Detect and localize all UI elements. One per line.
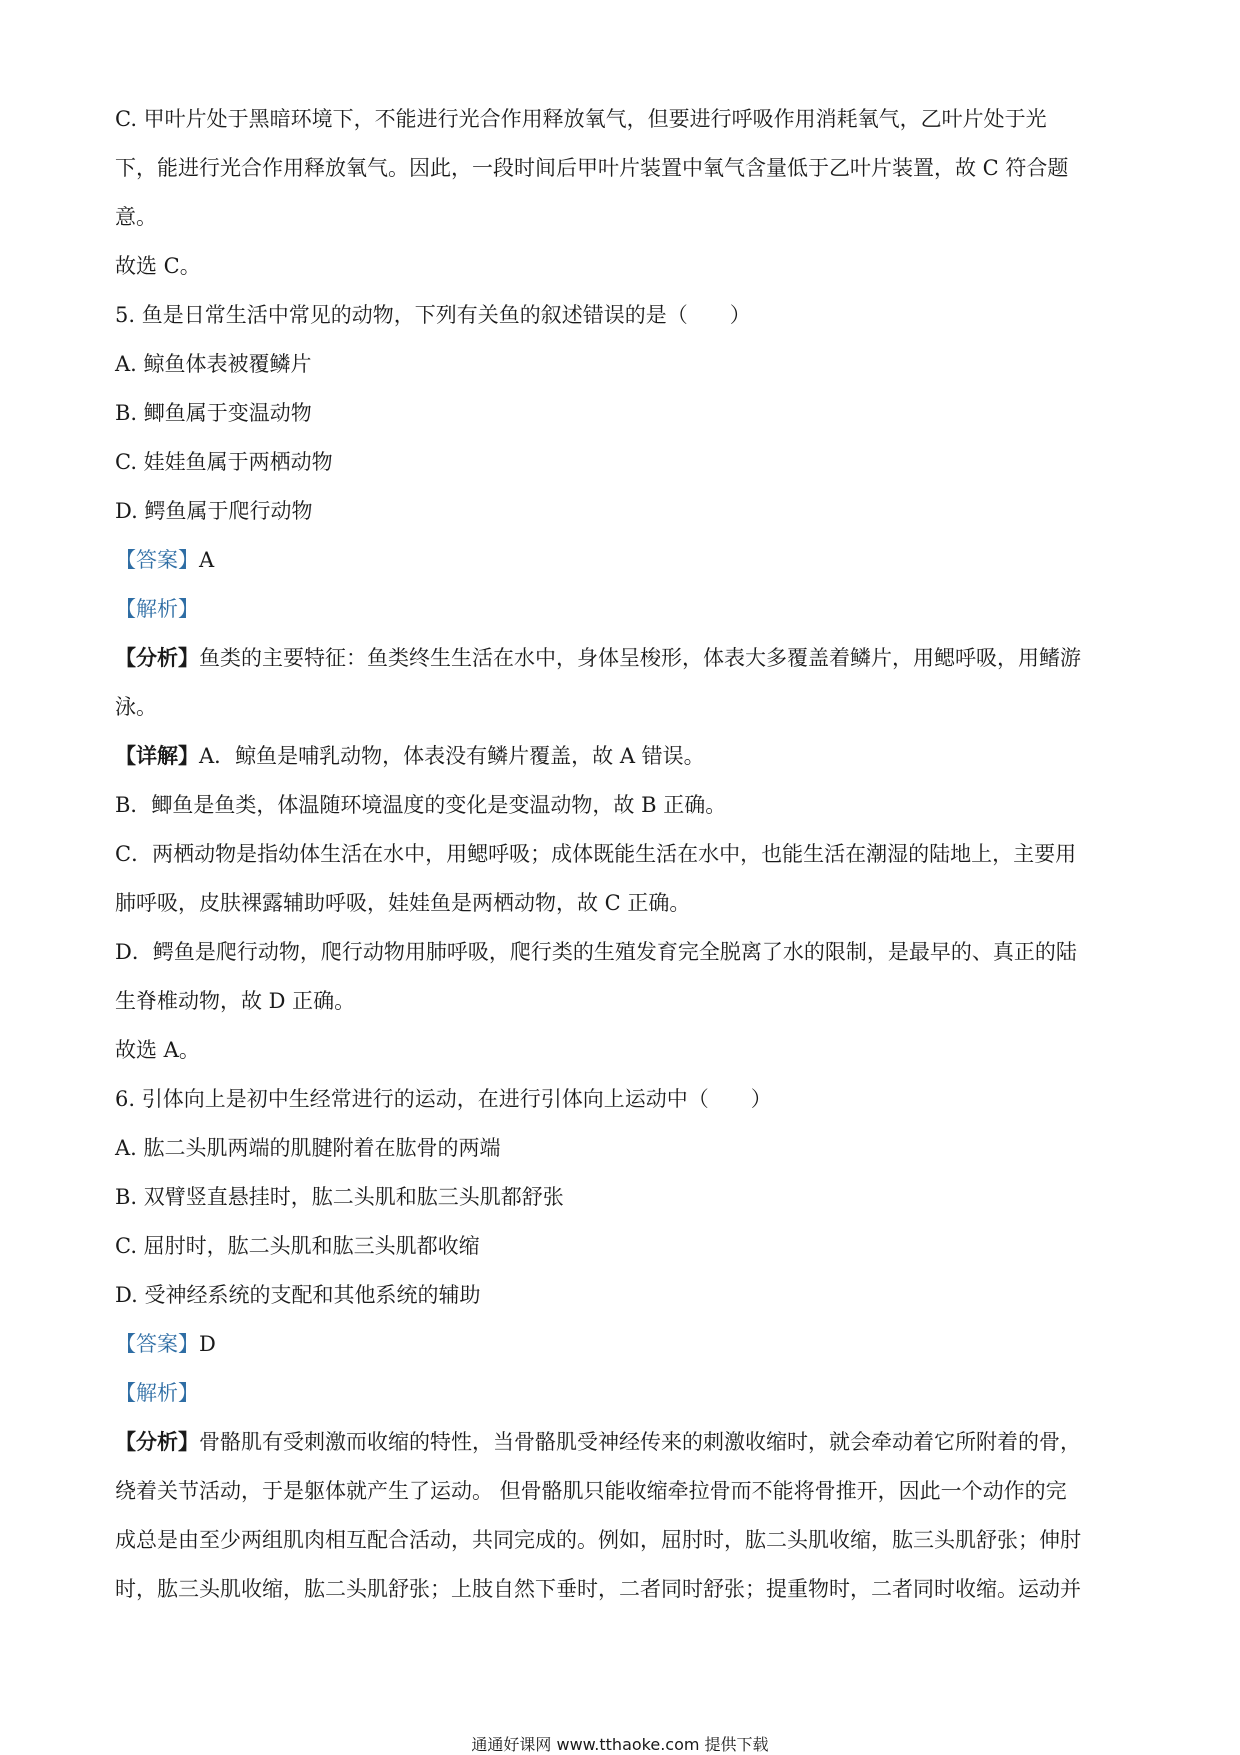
page-footer: 通通好课网 www.tthaoke.com 提供下载 bbox=[471, 1735, 769, 1754]
q5-option-d: D. 鳄鱼属于爬行动物 bbox=[115, 499, 313, 523]
q6-fenxi-line-2: 绕着关节活动，于是躯体就产生了运动。 但骨骼肌只能收缩牵拉骨而不能将骨推开，因此一个动作的完 bbox=[115, 1479, 1067, 1503]
q5-detail-d-1: D．鳄鱼是爬行动物，爬行动物用肺呼吸，爬行类的生殖发育完全脱离了水的限制，是最早的、真正的陆 bbox=[115, 940, 1077, 964]
fenxi-text: 骨骼肌有受刺激而收缩的特性，当骨骼肌受神经传来的刺激收缩时，就会牵动着它所附着的骨， bbox=[199, 1430, 1081, 1454]
q5-option-a: A. 鲸鱼体表被覆鳞片 bbox=[115, 352, 312, 376]
q4-explain-line-3: 意。 bbox=[115, 205, 157, 229]
q4-conclusion: 故选 C。 bbox=[115, 254, 201, 278]
q5-stem: 5. 鱼是日常生活中常见的动物，下列有关鱼的叙述错误的是（ ） bbox=[115, 303, 751, 327]
q6-fenxi-line-1 bbox=[115, 1427, 1125, 1457]
q6-option-d: D. 受神经系统的支配和其他系统的辅助 bbox=[115, 1283, 481, 1307]
xiangjie-tag: 【详解】 bbox=[115, 743, 199, 768]
fenxi-tag: 【分析】 bbox=[115, 1429, 199, 1454]
q6-fenxi-line-3: 成总是由至少两组肌肉相互配合活动，共同完成的。例如，屈肘时，肱二头肌收缩，肱三头肌舒张；伸肘 bbox=[115, 1528, 1081, 1552]
q6-answer bbox=[115, 1329, 1125, 1359]
answer-value: D bbox=[199, 1332, 216, 1356]
q4-explain-line-2: 下，能进行光合作用释放氧气。因此，一段时间后甲叶片装置中氧气含量低于乙叶片装置，故 C 符合题 bbox=[115, 156, 1069, 180]
q5-detail-d-2: 生脊椎动物，故 D 正确。 bbox=[115, 989, 356, 1013]
detail-text: A．鲸鱼是哺乳动物，体表没有鳞片覆盖，故 A 错误。 bbox=[199, 744, 705, 768]
q6-stem: 6. 引体向上是初中生经常进行的运动，在进行引体向上运动中（ ） bbox=[115, 1087, 772, 1111]
q6-option-b: B. 双臂竖直悬挂时，肱二头肌和肱三头肌都舒张 bbox=[115, 1185, 564, 1209]
q5-detail-c-1: C．两栖动物是指幼体生活在水中，用鳃呼吸；成体既能生活在水中，也能生活在潮湿的陆地上，主要用 bbox=[115, 842, 1077, 866]
q5-conclusion: 故选 A。 bbox=[115, 1038, 200, 1062]
answer-value: A bbox=[199, 548, 215, 572]
q5-answer bbox=[115, 545, 1125, 575]
q5-detail-c-2: 肺呼吸，皮肤裸露辅助呼吸，娃娃鱼是两栖动物，故 C 正确。 bbox=[115, 891, 691, 915]
q6-option-a: A. 肱二头肌两端的肌腱附着在肱骨的两端 bbox=[115, 1136, 501, 1160]
q6-analysis-heading bbox=[115, 1378, 1125, 1408]
q4-explain-line-1: C. 甲叶片处于黑暗环境下，不能进行光合作用释放氧气，但要进行呼吸作用消耗氧气，乙叶片处于光 bbox=[115, 107, 1047, 131]
answer-tag: 【答案】 bbox=[115, 1332, 199, 1356]
fenxi-tag: 【分析】 bbox=[115, 645, 199, 670]
answer-tag: 【答案】 bbox=[115, 548, 199, 572]
q5-option-c: C. 娃娃鱼属于两栖动物 bbox=[115, 450, 333, 474]
q5-detail-b: B．鲫鱼是鱼类，体温随环境温度的变化是变温动物，故 B 正确。 bbox=[115, 793, 727, 817]
fenxi-text: 鱼类的主要特征：鱼类终生生活在水中，身体呈梭形，体表大多覆盖着鳞片，用鳃呼吸，用鳍游 bbox=[199, 646, 1081, 670]
q5-option-b: B. 鲫鱼属于变温动物 bbox=[115, 401, 312, 425]
q5-detail-a bbox=[115, 741, 1125, 771]
q6-option-c: C. 屈肘时，肱二头肌和肱三头肌都收缩 bbox=[115, 1234, 480, 1258]
q6-fenxi-line-4: 时，肱三头肌收缩，肱二头肌舒张；上肢自然下垂时，二者同时舒张；提重物时，二者同时收缩。运动并 bbox=[115, 1577, 1081, 1601]
q5-analysis-heading bbox=[115, 594, 1125, 624]
analysis-tag: 【解析】 bbox=[115, 1381, 199, 1405]
q5-fenxi-line-2: 泳。 bbox=[115, 695, 157, 719]
analysis-tag: 【解析】 bbox=[115, 597, 199, 621]
q5-fenxi-line-1 bbox=[115, 643, 1125, 673]
